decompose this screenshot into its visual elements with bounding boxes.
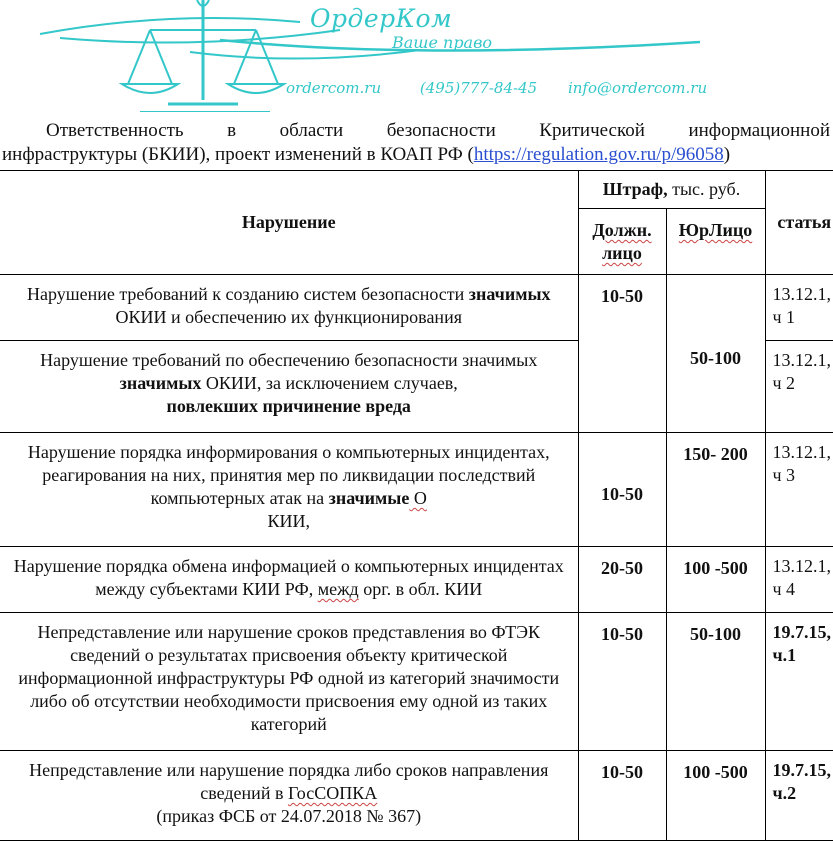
letterhead <box>0 0 833 112</box>
email-link[interactable]: info@ordercom.ru <box>567 79 708 97</box>
official-fine-cell: 10-50 <box>578 613 666 751</box>
violation-text-tail: (приказ ФСБ от 24.07.2018 № 367) <box>156 806 422 826</box>
article-cell: 13.12.1, ч 1 <box>765 275 833 341</box>
violation-emphasis: значимых <box>468 284 551 304</box>
violation-text-end: ОКИИ и обеспечению их функционирования <box>115 307 462 327</box>
violation-cell <box>0 341 578 433</box>
header-violation: Нарушение <box>0 171 578 275</box>
violation-cell <box>0 433 578 547</box>
legal-fine-cell: 150- 200 <box>666 433 765 547</box>
violation-cell <box>0 275 578 341</box>
table-row <box>0 433 833 547</box>
violation-cell <box>0 751 578 841</box>
phone-number: (495)777-84-45 <box>419 79 538 97</box>
intro-line-1: Ответственность в области безопасности Критической информационной <box>46 120 830 141</box>
header-fine-label: Штраф, <box>602 179 668 199</box>
legal-fine-cell: 100 -500 <box>666 547 765 613</box>
official-fine-cell: 10-50 <box>578 433 666 547</box>
legal-fine-cell: 100 -500 <box>666 751 765 841</box>
article-cell: 13.12.1, ч 3 <box>765 433 833 547</box>
violation-emphasis-2: повлекших причинение вреда <box>166 396 411 416</box>
official-fine-cell: 20-50 <box>578 547 666 613</box>
header-official <box>578 209 666 275</box>
table-row <box>0 613 833 751</box>
header-official-text: Должн. лицо <box>592 220 652 263</box>
legal-fine-cell: 50-100 <box>666 275 765 433</box>
header-fine-unit: тыс. руб. <box>667 179 741 199</box>
article-cell: 19.7.15, ч.2 <box>765 751 833 841</box>
website-link[interactable]: ordercom.ru <box>286 79 382 97</box>
article-cell: 19.7.15, ч.1 <box>765 613 833 751</box>
intro-paragraph <box>2 119 830 167</box>
violation-text: Нарушение требований по обеспечению безопасности значимых <box>40 350 538 370</box>
table-row <box>0 547 833 613</box>
intro-line-2-text: инфраструктуры (БКИИ), проект изменений в КОАП РФ ( <box>2 144 474 165</box>
table-row <box>0 751 833 841</box>
header-legal <box>666 209 765 275</box>
contact-line <box>286 79 707 97</box>
violation-emphasis: ГосСОПКА <box>287 783 378 803</box>
header-article: статья <box>765 171 833 275</box>
article-cell: 13.12.1, ч 2 <box>765 341 833 433</box>
violation-text-mid: ОКИИ, за исключением случаев, <box>201 373 458 393</box>
violation-text: Непредставление или нарушение порядка либо сроков направления сведений в <box>29 760 549 803</box>
violation-text: Нарушение порядка обмена информацией о компьютерных инцидентах между субъектами КИИ РФ, <box>13 556 564 599</box>
violation-emphasis: значимых <box>119 373 202 393</box>
table-row <box>0 275 833 341</box>
fines-table <box>0 170 833 841</box>
official-fine-cell: 10-50 <box>578 751 666 841</box>
legal-fine-cell: 50-100 <box>666 613 765 751</box>
header-legal-text: ЮрЛицо <box>678 220 753 240</box>
violation-text-end: орг. в обл. КИИ <box>358 579 483 599</box>
brand-name: ОрдерКом <box>310 4 453 33</box>
intro-line-2-end: ) <box>723 144 731 165</box>
violation-emphasis: значимые <box>328 488 410 508</box>
violation-cell <box>0 547 578 613</box>
violation-emphasis: межд <box>317 579 359 599</box>
violation-text-tail: КИИ, <box>267 511 310 531</box>
brand-slogan: Ваше право <box>392 33 493 52</box>
violation-text: Нарушение порядка информирования о компьютерных инцидентах, реагирования на них, принятия мер по ликвидации последствий компьютерных атак на <box>27 442 550 508</box>
article-cell: 13.12.1, ч 4 <box>765 547 833 613</box>
intro-line-2 <box>2 143 830 167</box>
violation-text: Нарушение требований к созданию систем безопасности <box>26 284 469 304</box>
violation-cell: Непредставление или нарушение сроков представления во ФТЭК сведений о результатах присвоения объекту критической информационной инфраструктуры РФ одной из категорий значимости либо об отсутствии необходимости присвоения ему одной из таких категорий <box>0 613 578 751</box>
violation-text-end: О <box>409 488 427 508</box>
header-fine <box>578 171 765 209</box>
official-fine-cell: 10-50 <box>578 275 666 433</box>
regulation-link[interactable]: https://regulation.gov.ru/p/96058 <box>473 144 724 165</box>
